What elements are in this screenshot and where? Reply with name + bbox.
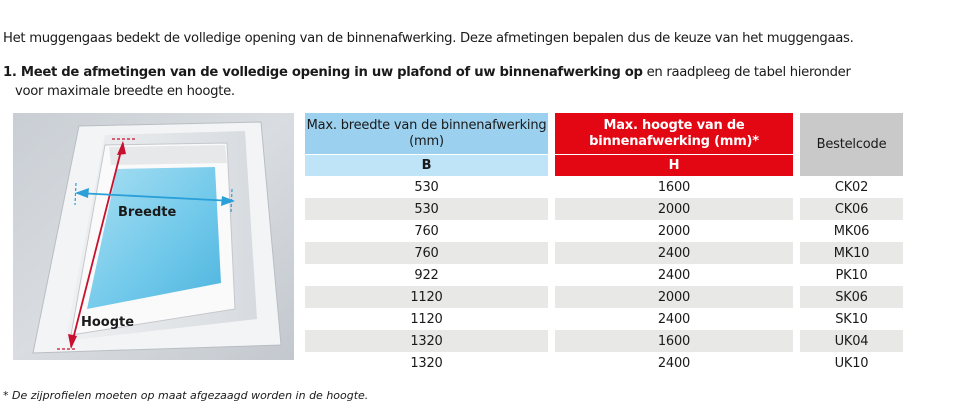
header-max-width: Max. breedte van de binnenafwerking (mm) bbox=[305, 113, 548, 155]
cell-height: 2000 bbox=[657, 223, 691, 239]
cell-order-code: MK06 bbox=[833, 223, 870, 239]
cell-order-code: SK10 bbox=[835, 311, 868, 327]
cell-height: 2400 bbox=[657, 355, 691, 371]
cell-order-code: UK04 bbox=[800, 330, 903, 352]
cell-order-code: UK10 bbox=[834, 355, 869, 371]
window-illustration bbox=[13, 113, 294, 360]
cell-width: 530 bbox=[305, 198, 548, 220]
cell-width: 1320 bbox=[305, 330, 548, 352]
step-bold-text: 1. Meet de afmetingen van de volledige opening in uw plafond of uw binnenafwerking op bbox=[3, 65, 643, 80]
table-row bbox=[305, 264, 903, 286]
table-row bbox=[305, 176, 903, 198]
cell-width: 1320 bbox=[410, 355, 443, 371]
cell-order-code: CK06 bbox=[800, 198, 903, 220]
cell-height: 1600 bbox=[555, 330, 793, 352]
header-max-height: Max. hoogte van de binnenafwerking (mm)* bbox=[555, 113, 793, 155]
footnote: * De zijprofielen moeten op maat afgezaagd worden in de hoogte. bbox=[3, 389, 369, 402]
cell-height: 2400 bbox=[657, 267, 691, 283]
cell-width: 760 bbox=[414, 223, 439, 239]
table-row bbox=[305, 242, 903, 264]
cell-width: 1120 bbox=[305, 286, 548, 308]
cell-width: 1120 bbox=[410, 311, 443, 327]
cell-width: 530 bbox=[414, 179, 439, 195]
step-rest-text: en raadpleeg de tabel hieronder bbox=[642, 65, 851, 80]
subheader-b: B bbox=[305, 155, 548, 177]
cell-order-code: SK06 bbox=[800, 286, 903, 308]
table-row bbox=[305, 198, 903, 220]
cell-height: 2000 bbox=[555, 286, 793, 308]
step-line-1 bbox=[3, 63, 851, 82]
table-row bbox=[305, 220, 903, 242]
table-row bbox=[305, 330, 903, 352]
label-width: Breedte bbox=[118, 205, 177, 220]
table-row bbox=[305, 308, 903, 330]
cell-height: 1600 bbox=[657, 179, 691, 195]
label-height: Hoogte bbox=[81, 315, 135, 330]
cell-height: 2400 bbox=[657, 311, 691, 327]
cell-order-code: PK10 bbox=[835, 267, 868, 283]
cell-order-code: CK02 bbox=[834, 179, 869, 195]
cell-width: 922 bbox=[414, 267, 439, 283]
cell-order-code: MK10 bbox=[800, 242, 903, 264]
table-row bbox=[305, 352, 903, 374]
subheader-h: H bbox=[555, 155, 793, 177]
intro-text: Het muggengaas bedekt de volledige opening van de binnenafwerking. Deze afmetingen bepalen dus de keuze van het muggengaas. bbox=[3, 31, 854, 46]
window-top-rail bbox=[109, 145, 227, 165]
table-row bbox=[305, 286, 903, 308]
cell-height: 2400 bbox=[555, 242, 793, 264]
cell-height: 2000 bbox=[555, 198, 793, 220]
roof-window-drawing bbox=[13, 113, 294, 360]
header-order-code: Bestelcode bbox=[800, 113, 903, 176]
cell-width: 760 bbox=[305, 242, 548, 264]
step-line-2: voor maximale breedte en hoogte. bbox=[15, 84, 235, 99]
step-instruction bbox=[3, 63, 851, 101]
dimensions-table bbox=[305, 113, 903, 374]
